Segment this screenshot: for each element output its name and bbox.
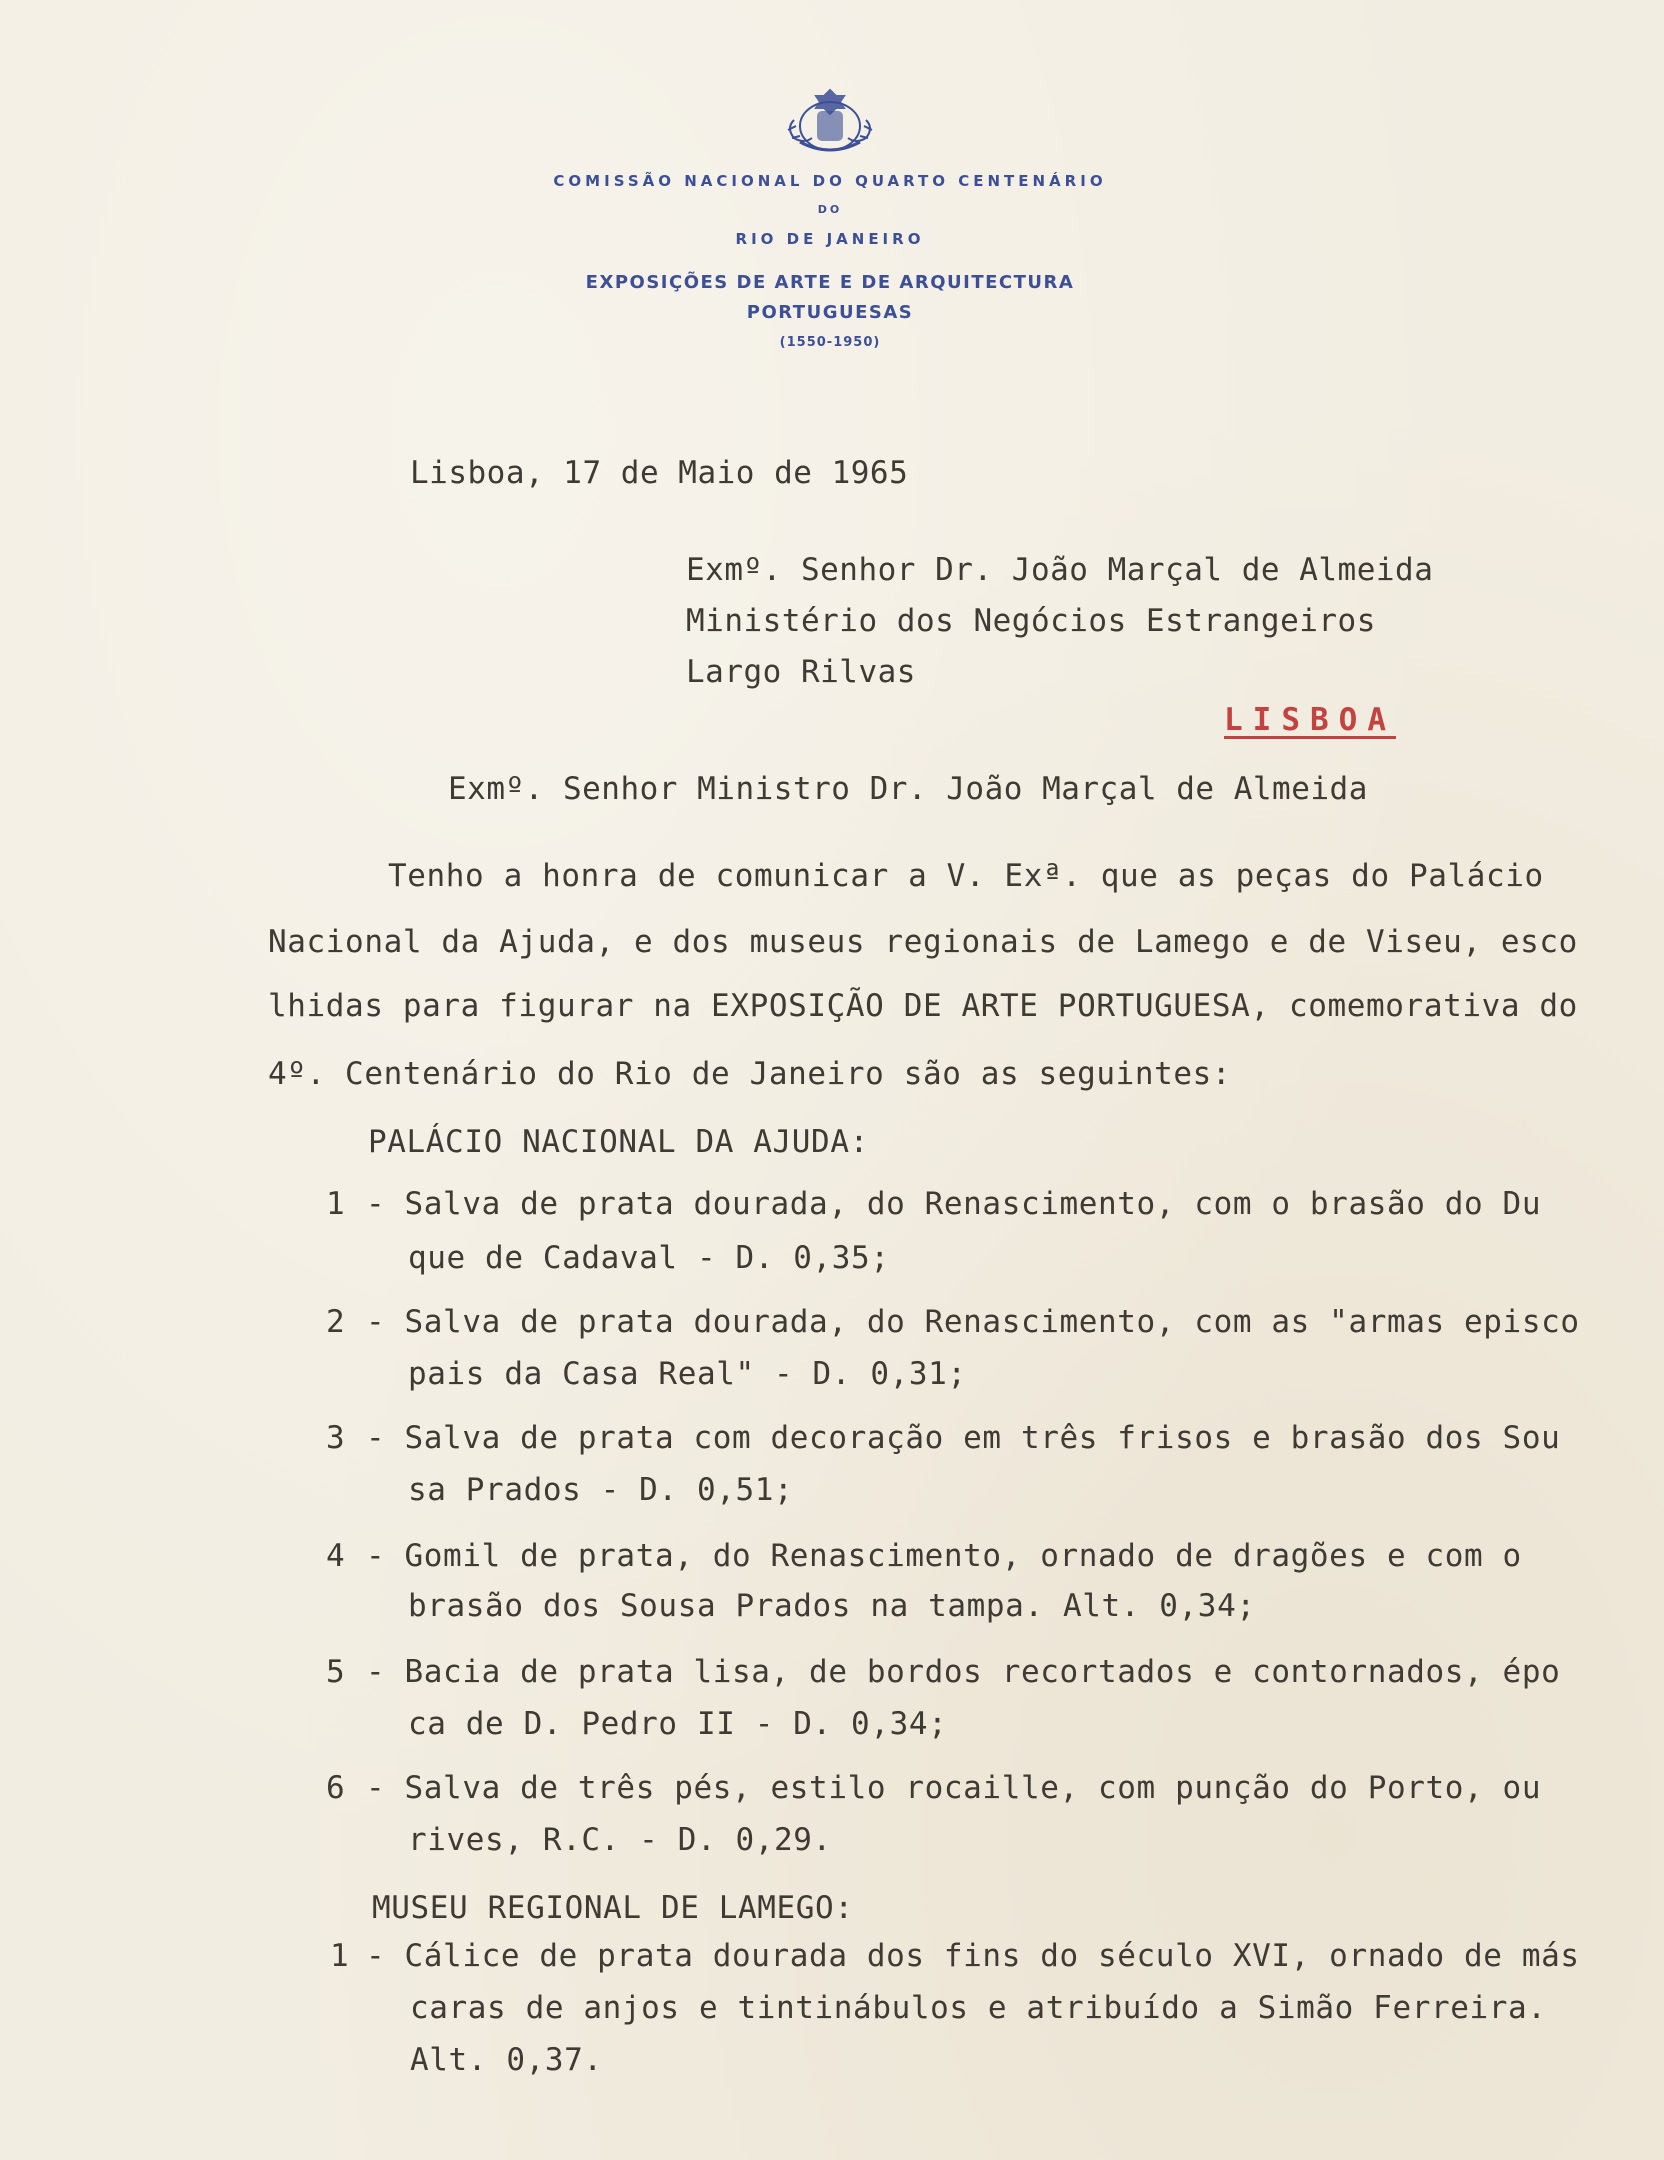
body-line: lhidas para figurar na EXPOSIÇÃO DE ARTE PORTUGUESA, comemorativa do [268,988,1578,1024]
item-line: - Gomil de prata, do Renascimento, ornado de dragões e com o [366,1538,1522,1574]
item-number: 5 [326,1654,345,1690]
body-line: Nacional da Ajuda, e dos museus regionais de Lamego e de Viseu, esco [268,924,1578,960]
item-number: 3 [326,1420,345,1456]
item-line: Alt. 0,37. [410,2042,603,2078]
item-number: 1 [330,1938,349,1974]
item-line: pais da Casa Real" - D. 0,31; [408,1356,967,1392]
item-line: que de Cadaval - D. 0,35; [408,1240,890,1276]
letterhead-years: (1550-1950) [779,335,881,350]
recipient-ministry: Ministério dos Negócios Estrangeiros [686,603,1376,639]
item-line: brasão dos Sousa Prados na tampa. Alt. 0,34; [408,1588,1256,1624]
letterhead [480,86,1180,358]
letterhead-do: DO [817,203,843,216]
letterhead-commission: COMISSÃO NACIONAL DO QUARTO CENTENÁRIO [553,172,1107,190]
item-line: caras de anjos e tintinábulos e atribuído a Simão Ferreira. [410,1990,1547,2026]
recipient-address: Largo Rilvas [686,654,916,690]
item-line: - Salva de prata dourada, do Renascimento, com as "armas episco [366,1304,1580,1340]
item-line: - Bacia de prata lisa, de bordos recortados e contornados, épo [366,1654,1561,1690]
item-line: rives, R.C. - D. 0,29. [408,1822,832,1858]
item-line: - Cálice de prata dourada dos fins do século XVI, ornado de más [366,1938,1580,1974]
item-line: ca de D. Pedro II - D. 0,34; [408,1706,948,1742]
body-line: 4º. Centenário do Rio de Janeiro são as seguintes: [268,1056,1232,1092]
recipient-city: LISBOA [1224,702,1396,738]
item-line: - Salva de prata dourada, do Renascimento, com o brasão do Du [366,1186,1542,1222]
salutation: Exmº. Senhor Ministro Dr. João Marçal de Almeida [448,771,1368,807]
recipient-name: Exmº. Senhor Dr. João Marçal de Almeida [686,552,1434,588]
item-line: sa Prados - D. 0,51; [408,1472,794,1508]
item-line: - Salva de três pés, estilo rocaille, com punção do Porto, ou [366,1770,1542,1806]
date-line: Lisboa, 17 de Maio de 1965 [410,455,909,491]
item-number: 4 [326,1538,345,1574]
coat-of-arms-icon [782,86,878,158]
section-heading-ajuda: PALÁCIO NACIONAL DA AJUDA: [368,1124,869,1160]
letterhead-portuguesas: PORTUGUESAS [746,302,914,323]
item-number: 2 [326,1304,345,1340]
item-number: 6 [326,1770,345,1806]
body-line: Tenho a honra de comunicar a V. Exª. que as peças do Palácio [388,858,1544,894]
item-number: 1 [326,1186,345,1222]
letterhead-exposicoes: EXPOSIÇÕES DE ARTE E DE ARQUITECTURA [585,272,1075,293]
item-line: - Salva de prata com decoração em três frisos e brasão dos Sou [366,1420,1561,1456]
section-heading-lamego: MUSEU REGIONAL DE LAMEGO: [372,1890,854,1926]
letterhead-rio: RIO DE JANEIRO [735,230,925,248]
